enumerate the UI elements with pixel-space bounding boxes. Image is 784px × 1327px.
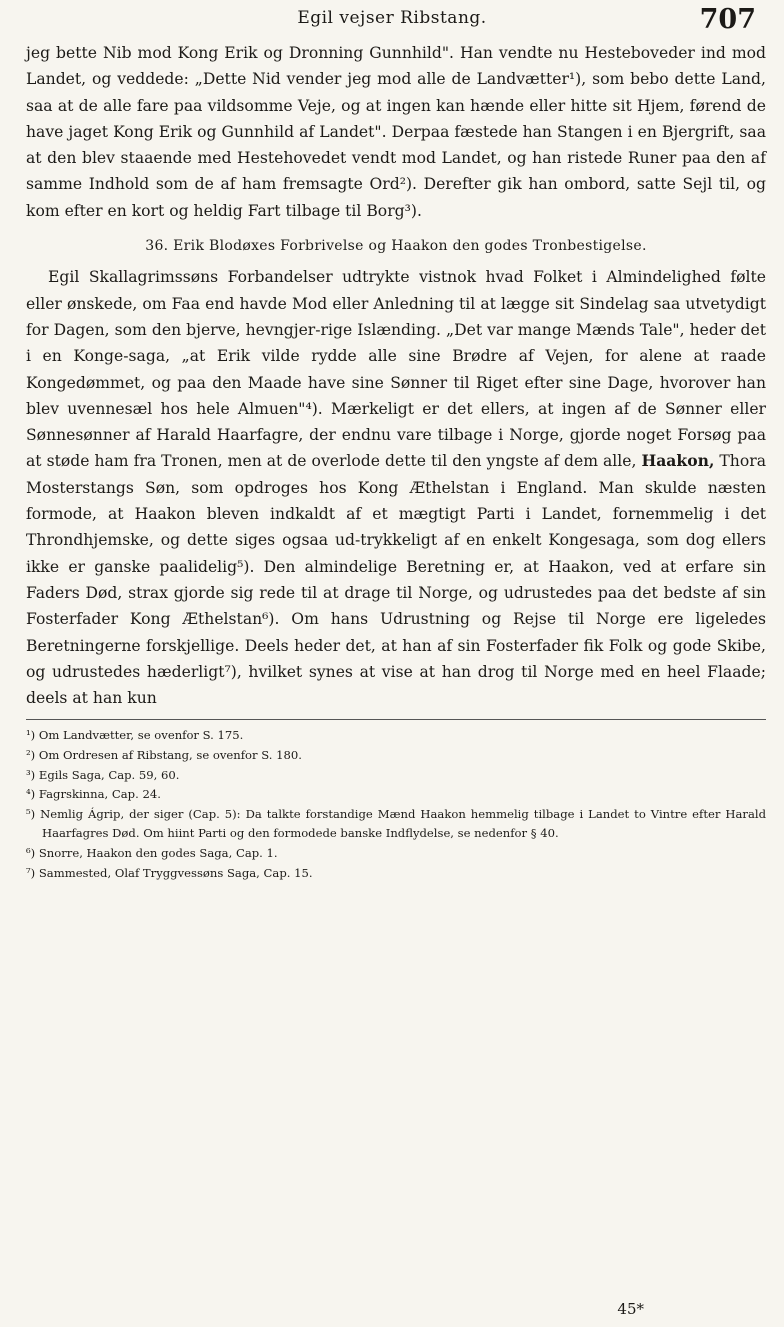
printer-signature: 45*: [617, 1300, 644, 1318]
footnote: ²) Om Ordresen af Ribstang, se ovenfor S. 180.: [26, 748, 302, 763]
footnote: ⁷) Sammested, Olaf Tryggvessøns Saga, Cap. 15.: [26, 865, 313, 880]
footnote: ¹) Om Landvætter, se ovenfor S. 175.: [26, 728, 244, 743]
paragraph-continuation: jeg bette Nib mod Kong Erik og Dronning Gunnhild". Han vendte nu Hesteboveder ind mod Landet, og veddede: „Dette Nid vender jeg mod alle de Landvætter¹), som bebo dette Land, saa at de alle fare paa vildsomme Veje, og at ingen kan hænde eller hitte sit Hjem, førend de have jaget Kong Erik og Gunnhild af Landet". Derpaa fæstede han Stangen i en Bjergrift, saa at den blev staaende med Hestehovedet vendt mod Landet, og han ristede Runer paa den af samme Indhold som de af ham fremsagte Ord²). Derefter gik han ombord, satte Sejl til, og kom efter en kort og heldig Fart tilbage til Borg³).: [26, 44, 766, 220]
footnote: ⁴) Fagrskinna, Cap. 24.: [26, 787, 161, 802]
section-heading: 36. Erik Blodøxes Forbrivelse og Haakon den godes Tronbestigelse.: [145, 238, 647, 255]
page-number: 707: [699, 4, 756, 35]
main-text: [26, 40, 766, 883]
footnote: ⁶) Snorre, Haakon den godes Saga, Cap. 1.: [26, 845, 278, 860]
paragraph-section-36: [26, 264, 766, 711]
footnote: ⁵) Nemlig Ágrip, der siger (Cap. 5): Da talkte forstandige Mænd Haakon hemmelig tilbage i Landet to Vintre efter Harald Haarfagres Død. Om hiint Parti og den formodede banske Indflydelse, se nedenfor § 40.: [26, 806, 766, 841]
footnotes: [26, 726, 766, 883]
footnote-divider: [26, 719, 766, 720]
paragraph-text-after-name: Thora Mosterstangs Søn, som opdroges hos Kong Æthelstan i England. Man skulde næsten formode, at Haakon bleven indkaldt af et mægtigt Parti i Landet, fornemmelig i det Throndhjemske, og dette siges ogsaa ud-trykkeligt af en enkelt Kongesaga, som dog ellers ikke er ganske paalidelig⁵). Den almindelige Beretning er, at Haakon, ved at erfare sin Faders Død, strax gjorde sig rede til at drage til Norge, og udrustedes paa det bedste af sin Fosterfader Kong Æthelstan⁶). Om hans Udrustning og Rejse til Norge ere ligeledes Beretningerne forskjellige. Deels heder det, at han af sin Fosterfader fik Folk og gode Skibe, og udrustedes hæderligt⁷), hvilket synes at vise at han drog til Norge med en heel Flaade; deels at han kun: [26, 452, 766, 708]
running-title: Egil vejser Ribstang.: [297, 8, 487, 28]
paragraph-text-before-name: Egil Skallagrimssøns Forbandelser udtrykte vistnok hvad Folket i Almindelighed følte eller ønskede, om Faa end havde Mod eller Anledning til at lægge sit Sindelag saa utvetydigt for Dagen, som den bjerve, hevngjer-rige Islænding. „Det var mange Mænds Tale", heder det i en Konge-saga, „at Erik vilde rydde alle sine Brødre af Vejen, for alene at raade Kongedømmet, og paa den Maade have sine Sønner til Riget efter sine Dage, hvorover han blev uvennesæl hos hele Almuen"⁴). Mærkeligt er det ellers, at ingen af de Sønner eller Sønnesønner af Harald Haarfagre, der endnu vare tilbage i Norge, gjorde noget Forsøg paa at støde ham fra Tronen, men at de overlode dette til den yngste af dem alle,: [26, 268, 766, 471]
bold-name: Haakon,: [641, 451, 715, 471]
footnote: ³) Egils Saga, Cap. 59, 60.: [26, 767, 180, 782]
